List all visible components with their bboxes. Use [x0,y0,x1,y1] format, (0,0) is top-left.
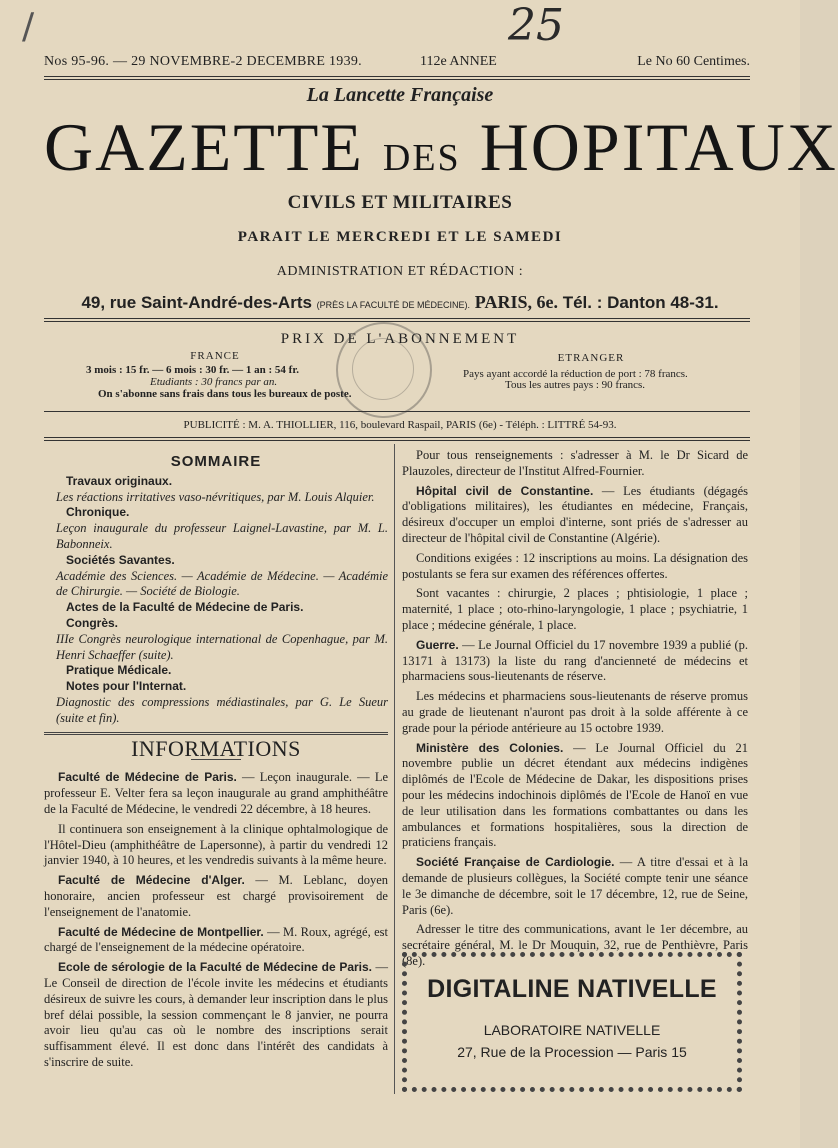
issue-price: Le No 60 Centimes. [637,54,750,69]
advert-address: 27, Rue de la Procession — Paris 15 [457,1044,687,1060]
news-text: Il continuera son enseignement à la clinique ophtalmologique de l'Hôtel-Dieu (amphithéâtre de Lapersonne), à partir du vendredi 12 janvier 1940, à 10 heures, et les vendredis suivants à la même heure. [44,821,388,868]
contents-heading: Notes pour l'Internat. [66,679,187,694]
france-rates: 3 mois : 15 fr. — 6 mois : 30 fr. — 1 an : 54 fr. [86,364,299,376]
contents-double-rule [44,732,388,735]
news-item [402,448,748,480]
news-text: Adresser le titre des communications, avant le 1er décembre, au secrétaire général, M. le Dr Mouquin, 32, rue de Penthièvre, Paris (8e). [402,922,748,968]
news-item [402,586,748,633]
contents-heading: Sociétés Savantes. [66,552,175,567]
masthead-title [44,108,838,197]
contents-heading: Pratique Médicale. [66,663,172,678]
contents-heading: Chronique. [66,505,130,520]
contents-entry: Académie des Sciences. — Académie de Médecine. — Académie de Chirurgie. — Société de Biologie. [56,568,388,599]
address-street: 49, rue Saint-André-des-Arts [81,293,312,312]
address-city: PARIS, 6e. [474,292,558,312]
masthead-title-hopitaux: HOPITAUX [479,109,838,185]
column-divider [394,444,395,1094]
library-stamp [336,322,432,418]
news-text: — Le Conseil de direction de l'école invite les médecins et étudiants désireux de suivre les cours, à demander leur inscription dans le plus bref délai possible, la session commençant le 8 janvier, ne pourra avoir lieu qu'au cas où le nombre des inscriptions serait suffisamment élevé. Il est donc dans l'intérêt des candidats à s'inscrire de suite. [44,960,388,1069]
france-title: FRANCE [190,350,240,362]
contents-section [44,474,388,506]
contents-heading: Actes de la Faculté de Médecine de Paris. [66,600,304,615]
issue-number: Nos 95-96. — 29 NOVEMBRE-2 DECEMBRE 1939. [44,54,362,69]
issue-line [44,54,750,74]
contents-heading: Travaux originaux. [66,473,173,488]
contents-entry: Leçon inaugurale du professeur Laignel-Lavastine, par M. L. Babonneix. [56,521,388,551]
body-rule-top-2 [44,440,750,441]
masthead-title-des: DES [382,137,461,179]
news-heading: Hôpital civil de Constantine. [416,483,594,498]
contents-title: SOMMAIRE [170,453,262,470]
france-students: Etudiants : 30 francs par an. [150,376,278,388]
contents-section [44,600,388,616]
contents-section [44,663,388,679]
advertising-contact: PUBLICITÉ : M. A. THIOLLIER, 116, boulevard Raspail, PARIS (6e) - Téléph. : LITTRÉ 54-93. [183,419,617,431]
masthead-civils: CIVILS ET MILITAIRES [287,192,513,213]
contents-entry: Diagnostic des compressions médiastinales, par G. Le Sueur (suite et fin). [56,694,388,725]
news-item [44,770,388,817]
news-text: — M. Roux, agrégé, est chargé de l'enseignement de la médecine opératoire. [44,924,388,955]
masthead-title-gazette: GAZETTE [44,109,364,185]
news-heading: Société Française de Cardiologie. [416,855,615,870]
handwritten-mark: / [22,6,35,47]
news-text: — A titre d'essai et à la demande de plusieurs collègues, la Société compte tenir une séance le 3e dimanche de décembre, soit le 17 décembre, 12, rue de Seine, Paris (6e). [402,855,748,917]
address-line [0,292,800,313]
subscription-rule-bottom [44,411,750,412]
france-note: On s'abonne sans frais dans tous les bureaux de poste. [98,388,352,400]
news-item [44,822,388,869]
news-text: Les médecins et pharmaciens sous-lieutenants de réserve promus au grade de lieutenant n'auront pas droit à la solde afférente à ce grade pour la période antérieure au 15 octobre 1939. [402,689,748,735]
news-item [402,638,748,685]
header-rule-top [44,76,750,77]
informations-title: INFORMATIONS [131,735,301,761]
news-heading: Ministère des Colonies. [416,740,564,755]
news-text: Sont vacantes : chirurgie, 2 places ; phtisiologie, 1 place ; maternité, 1 place ; oto-rhino-laryngologie, 1 place ; psychiatrie, 1 place ; médecine générale, 1 place. [402,586,748,632]
contents-list [44,474,388,727]
news-heading: Faculté de Médecine de Paris. [58,770,237,785]
news-text: — Le Journal Officiel du 21 novembre publie un décret étendant aux médecins indigènes diplômés de l'Ecole de Médecine de Dakar, les dispositions prises pour les médecins indochinois diplômés de l'Ecole de Hanoï en vue de leur utilisation dans les formations combattantes ou dans les ambulances et formations hospitalières, sous la direction de praticiens français. [402,740,748,850]
contents-section [44,616,388,663]
news-text: — Leçon inaugurale. — Le professeur E. Velter fera sa leçon inaugurale au grand amphithéâtre de la Faculté de Médecine, le vendredi 22 décembre, à 18 heures. [44,770,388,816]
foreign-title: ETRANGER [557,352,625,364]
address-note: (PRÈS LA FACULTÉ DE MÉDECINE). [316,300,471,310]
news-heading: Faculté de Médecine de Montpellier. [58,924,264,939]
handwritten-page-number: 25 [508,0,564,51]
header-rule-top-2 [44,79,750,80]
news-item [44,925,388,957]
issue-year: 112e ANNEE [420,54,497,69]
administration-label: ADMINISTRATION ET RÉDACTION : [276,264,524,279]
news-text: Conditions exigées : 12 inscriptions au moins. La désignation des postulants se fera sur examen des références offertes. [402,550,748,581]
library-stamp-inner [352,338,414,400]
news-item [402,741,748,852]
publication-days: PARAIT LE MERCREDI ET LE SAMEDI [237,229,563,245]
news-item [402,484,748,547]
news-text: — Le Journal Officiel du 17 novembre 1939 a publié (p. 13171 à 13173) la liste du rang d'ancienneté de médecins et pharmaciens sous-lieutenants de réserve. [402,637,748,684]
news-item [44,873,388,920]
advert-title: DIGITALINE NATIVELLE [427,975,717,1003]
right-column [402,448,748,974]
contents-heading: Congrès. [66,615,119,630]
news-heading: Guerre. [416,637,459,652]
body-rule-top [44,437,750,438]
contents-section [44,679,388,726]
foreign-rate-reduced: Pays ayant accordé la réduction de port : 78 francs. [463,368,688,380]
contents-entry: Les réactions irritatives vaso-névritiques, par M. Louis Alquier. [56,489,375,504]
news-item [402,855,748,918]
news-heading: Faculté de Médecine d'Alger. [58,873,245,888]
news-item [44,960,388,1071]
news-text: — Les étudiants (dégagés d'obligations militaires), les étudiantes en médecine, Français, désireux d'occuper un emploi d'interne, sont priés de s'adresser au directeur de l'hôpital civil de Constantine (Algérie). [402,483,748,545]
contents-section [44,505,388,552]
subscription-rule-top [44,318,750,319]
subscription-rule-top-2 [44,321,750,322]
news-item [402,689,748,736]
news-item [402,551,748,583]
subscription-title: PRIX DE L'ABONNEMENT [280,331,520,347]
contents-entry: IIIe Congrès neurologique international de Copenhague, par M. Henri Schaeffer (suite). [56,631,388,662]
contents-section [44,553,388,600]
foreign-rate-other: Tous les autres pays : 90 francs. [505,379,646,391]
news-heading: Ecole de sérologie de la Faculté de Médecine de Paris. [58,960,373,975]
digitaline-advertisement [402,952,742,1092]
address-telephone: Tél. : Danton 48-31. [562,293,719,312]
news-text: Pour tous renseignements : s'adresser à M. le Dr Sicard de Plauzoles, directeur de l'Institut Alfred-Fournier. [402,448,748,478]
advert-laboratory: LABORATOIRE NATIVELLE [483,1022,661,1038]
masthead-subtitle: La Lancette Française [306,84,494,106]
news-text: — M. Leblanc, doyen honoraire, ancien professeur est chargé provisoirement de l'enseignement de l'anatomie. [44,873,389,919]
left-column [44,454,388,1075]
